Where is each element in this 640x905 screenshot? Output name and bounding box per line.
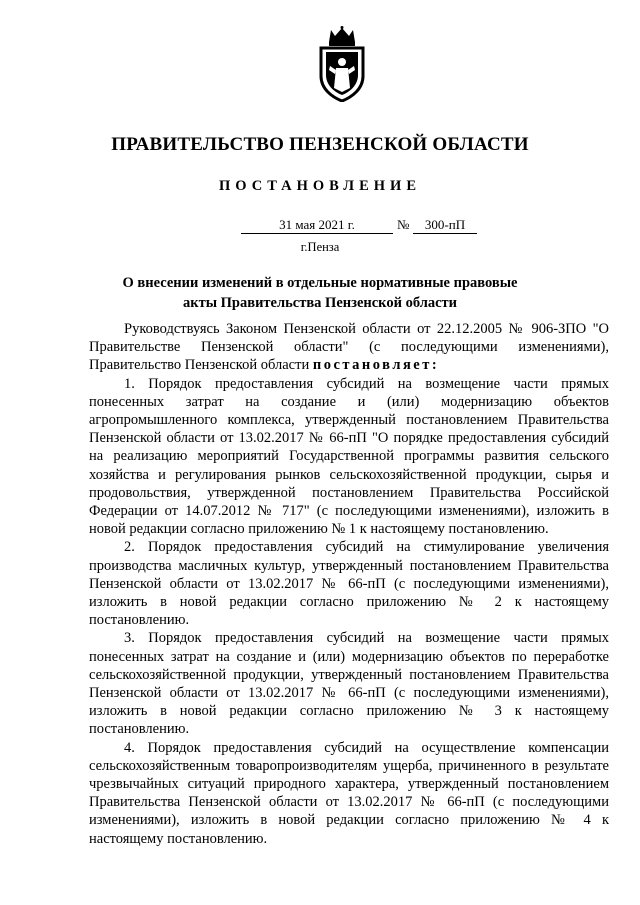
item-paragraph-1: 1. Порядок предоставления субсидий на возмещение части прямых понесенных затрат на создание и (или) модернизацию объектов агропромышленного комплекса, утвержденный постановлением Правительства Пензенской области от 13.02.2017 № 66-пП "О порядке предоставления субсидий на реализацию мероприятий Государственной программы развития сельского хозяйства и регулирования рынков сельскохозяйственной продукции, сырья и продовольствия, утвержденной постановлением Правительства Российской Федерации от 14.07.2012 № 717" (с последующими изменениями), изложить в новой редакции согласно приложению № 1 к настоящему постановлению. xyxy=(89,375,609,538)
organization-title: ПРАВИТЕЛЬСТВО ПЕНЗЕНСКОЙ ОБЛАСТИ xyxy=(111,134,529,155)
document-date: 31 мая 2021 г. xyxy=(241,218,393,234)
item-paragraph-2: 2. Порядок предоставления субсидий на стимулирование увеличения производства масличных культур, утвержденный постановлением Правительства Пензенской области от 13.02.2017 № 66-пП (с последующими изменениями), изложить в новой редакции согласно приложению № 2 к настоящему постановлению. xyxy=(89,539,609,629)
coat-of-arms-icon xyxy=(316,26,368,102)
item-paragraph-3: 3. Порядок предоставления субсидий на возмещение части прямых понесенных затрат на создание и (или) модернизацию объектов по переработке сельскохозяйственной продукции, утвержденный постановлением Правительства Пензенской области от 13.02.2017 № 66-пП (с последующими изменениями), изложить в новой редакции согласно приложению № 3 к настоящему постановлению. xyxy=(89,630,609,738)
preamble-text: Руководствуясь Законом Пензенской области от 22.12.2005 № 906-ЗПО "О Правительстве Пензенской области" (с последующими изменениями), Правительство Пензенской области xyxy=(89,321,609,374)
item-paragraph-4: 4. Порядок предоставления субсидий на осуществление компенсации сельскохозяйственным товаропроизводителям ущерба, причиненного в результате чрезвычайных ситуаций природного характера, утвержденный постановлением Правительства Пензенской области от 13.02.2017 № 66-пП (с последующими изменениями), изложить в новой редакции согласно приложению № 4 к настоящему постановлению. xyxy=(89,739,609,847)
decree-word: постановляет: xyxy=(312,357,440,374)
document-body xyxy=(89,320,609,848)
document-subject: О внесении изменений в отдельные нормативные правовые акты Правительства Пензенской области xyxy=(122,275,518,311)
document-number: 300-пП xyxy=(413,218,477,234)
preamble-paragraph xyxy=(89,320,609,375)
document-city: г.Пенза xyxy=(300,240,340,254)
number-sign: № xyxy=(397,217,410,232)
document-type: ПОСТАНОВЛЕНИЕ xyxy=(218,178,421,194)
